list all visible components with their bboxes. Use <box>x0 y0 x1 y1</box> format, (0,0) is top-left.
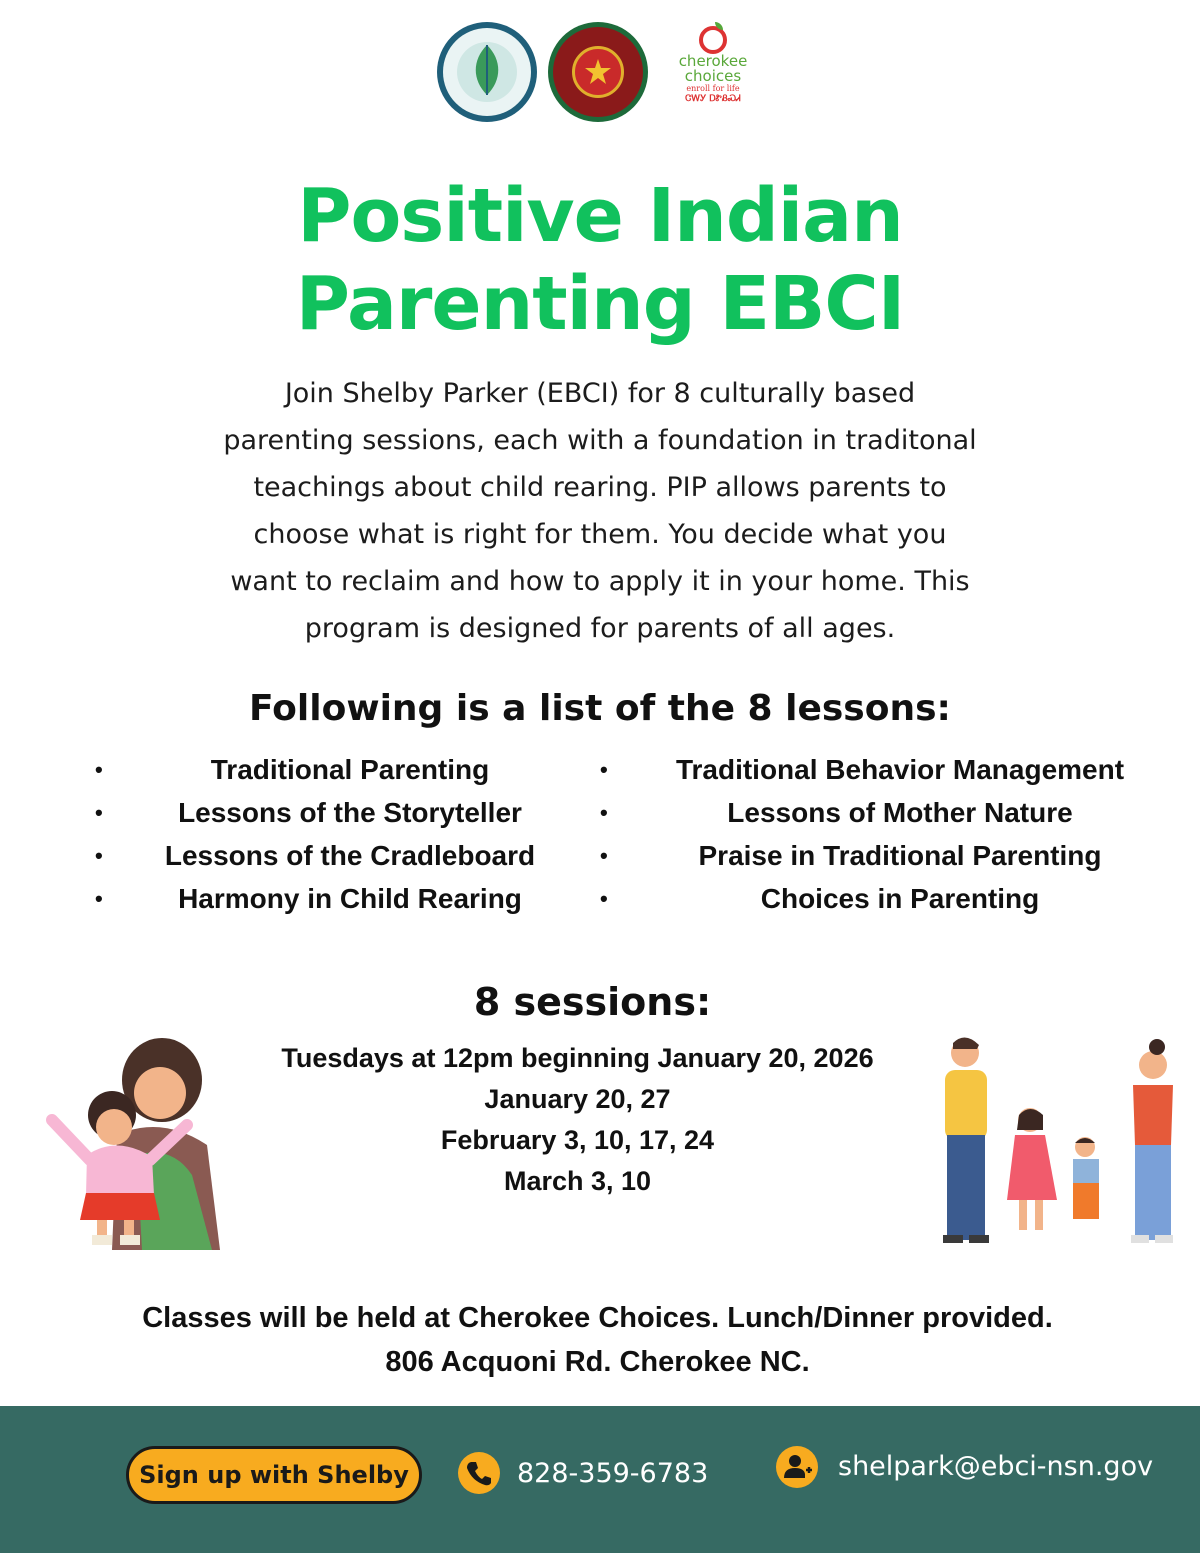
lessons-list-left <box>95 750 585 922</box>
list-item: • Traditional Parenting <box>95 754 490 785</box>
mother-child-illustration <box>42 1035 222 1250</box>
sessions-schedule: Tuesdays at 12pm beginning January 20, 2026 January 20, 27 February 3, 10, 17, 24 March 3, 10 <box>281 1043 874 1196</box>
lessons-heading: Following is a list of the 8 lessons: <box>249 688 951 729</box>
list-item: • Choices in Parenting <box>600 883 1040 914</box>
cherokee-choices-logo: cherokee choices enroll for life ᏣᎳᎩ ᎠᏑᏰᏍᏗ <box>663 26 763 122</box>
list-item: • Lessons of the Cradleboard <box>95 840 536 871</box>
list-item: • Lessons of the Storyteller <box>95 797 522 828</box>
list-item: • Traditional Behavior Management <box>600 754 1125 785</box>
list-item: • Harmony in Child Rearing <box>95 883 522 914</box>
logo-row <box>0 22 1200 132</box>
list-item: • Praise in Traditional Parenting <box>600 840 1102 871</box>
lessons-list-right <box>600 750 1180 922</box>
phone-icon <box>458 1452 500 1494</box>
sessions-heading: 8 sessions: <box>473 980 712 1024</box>
public-health-seal-logo <box>437 22 537 122</box>
location-note: Classes will be held at Cherokee Choices. Lunch/Dinner provided. 806 Acquoni Rd. Cherokee NC. <box>142 1302 1053 1378</box>
family-illustration <box>925 1035 1175 1250</box>
intro-paragraph: Join Shelby Parker (EBCI) for 8 culturally based parenting sessions, each with a foundation in traditonal teachings about child rearing. PIP allows parents to choose what is right for them. You decide what you want to reclaim and how to apply it in your home. This program is designed for parents of all ages. <box>223 378 977 644</box>
phone-number[interactable]: 828-359-6783 <box>517 1458 709 1489</box>
footer-bar <box>0 1406 1200 1553</box>
page-title <box>0 172 1200 348</box>
title-line-1: Positive Indian <box>297 173 903 259</box>
list-item: • Lessons of Mother Nature <box>600 797 1073 828</box>
title-line-2: Parenting EBCI <box>295 261 905 347</box>
email-address[interactable]: shelpark@ebci-nsn.gov <box>838 1451 1154 1482</box>
swirl-icon <box>699 26 727 54</box>
cherokee-nation-seal-logo <box>548 22 648 122</box>
add-user-icon <box>776 1446 818 1488</box>
sign-up-button[interactable]: Sign up with Shelby <box>126 1446 422 1504</box>
